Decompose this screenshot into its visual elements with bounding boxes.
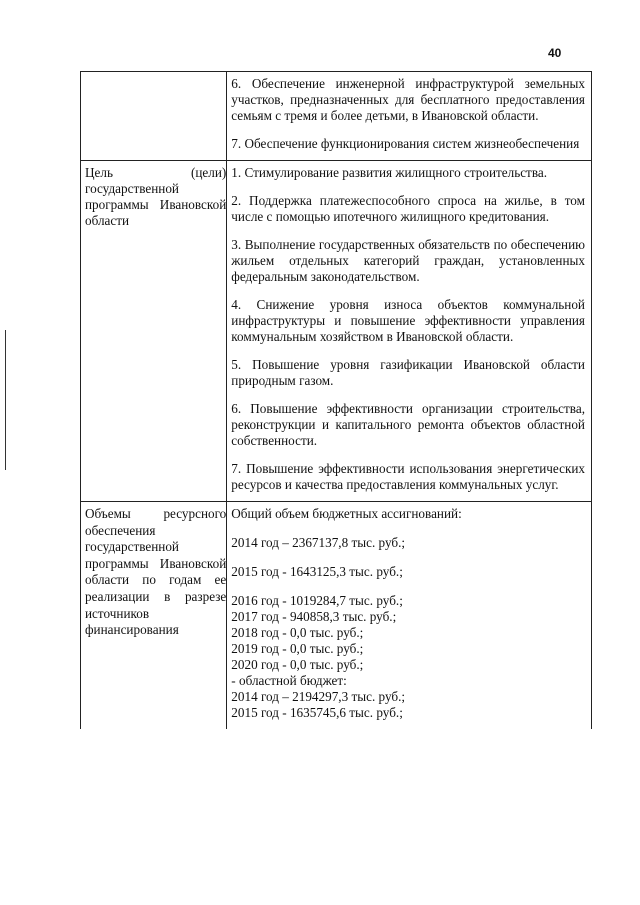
funding-line: 2014 год – 2367137,8 тыс. руб.;: [231, 535, 406, 550]
list-item: 6. Повышение эффективности организации строительства, реконструкции и капитального ремонта объектов областной собственности.: [231, 401, 585, 448]
row-label: Объемы ресурсного обеспечения государственной программы Ивановской области по годам ее реализации в разрезе источников финансирования: [85, 506, 227, 638]
table-row: [81, 72, 592, 161]
list-item: 5. Повышение уровня газификации Ивановской области природным газом.: [231, 357, 585, 388]
row-label-cell: [81, 72, 227, 161]
funding-line: 2017 год - 940858,3 тыс. руб.;: [231, 609, 397, 624]
list-item: 2. Поддержка платежеспособного спроса на жилье, в том числе с помощью ипотечного жилищного кредитования.: [231, 193, 585, 224]
list-item: 4. Снижение уровня износа объектов коммунальной инфраструктуры и повышение эффективности управления коммунальным хозяйством в Ивановской области.: [231, 297, 585, 344]
funding-line: 2020 год - 0,0 тыс. руб.;: [231, 657, 364, 672]
table-row: [81, 161, 592, 502]
funding-line: 2015 год - 1635745,6 тыс. руб.;: [231, 705, 403, 720]
funding-line: 2015 год - 1643125,3 тыс. руб.;: [231, 564, 403, 579]
list-item: 3. Выполнение государственных обязательств по обеспечению жильем отдельных категорий граждан, установленных федеральным законодательством.: [231, 237, 585, 284]
page-number: 40: [548, 46, 562, 60]
row-label-cell: [81, 161, 227, 502]
funding-line: 2018 год - 0,0 тыс. руб.;: [231, 625, 364, 640]
funding-line: 2014 год – 2194297,3 тыс. руб.;: [231, 689, 406, 704]
margin-mark: [5, 330, 6, 470]
row-content-cell: [227, 72, 592, 161]
row-label-cell: [81, 502, 227, 730]
funding-line: Общий объем бюджетных ассигнований:: [231, 506, 462, 521]
funding-line: - областной бюджет:: [231, 673, 347, 688]
row-content-cell: [227, 161, 592, 502]
list-item: 6. Обеспечение инженерной инфраструктурой земельных участков, предназначенных для бесплатного предоставления семьям с тремя и более детьми, в Ивановской области.: [231, 76, 585, 123]
passport-table: [80, 71, 592, 729]
list-item: 1. Стимулирование развития жилищного строительства.: [231, 165, 548, 180]
funding-line: 2016 год - 1019284,7 тыс. руб.;: [231, 593, 403, 608]
list-item: 7. Повышение эффективности использования энергетических ресурсов и качества предоставления коммунальных услуг.: [231, 461, 585, 492]
row-label: Цель (цели) государственной программы Ивановской области: [85, 165, 227, 228]
table-row: [81, 502, 592, 730]
funding-line: 2019 год - 0,0 тыс. руб.;: [231, 641, 364, 656]
row-content-cell: [227, 502, 592, 730]
list-item: 7. Обеспечение функционирования систем жизнеобеспечения: [231, 136, 580, 151]
